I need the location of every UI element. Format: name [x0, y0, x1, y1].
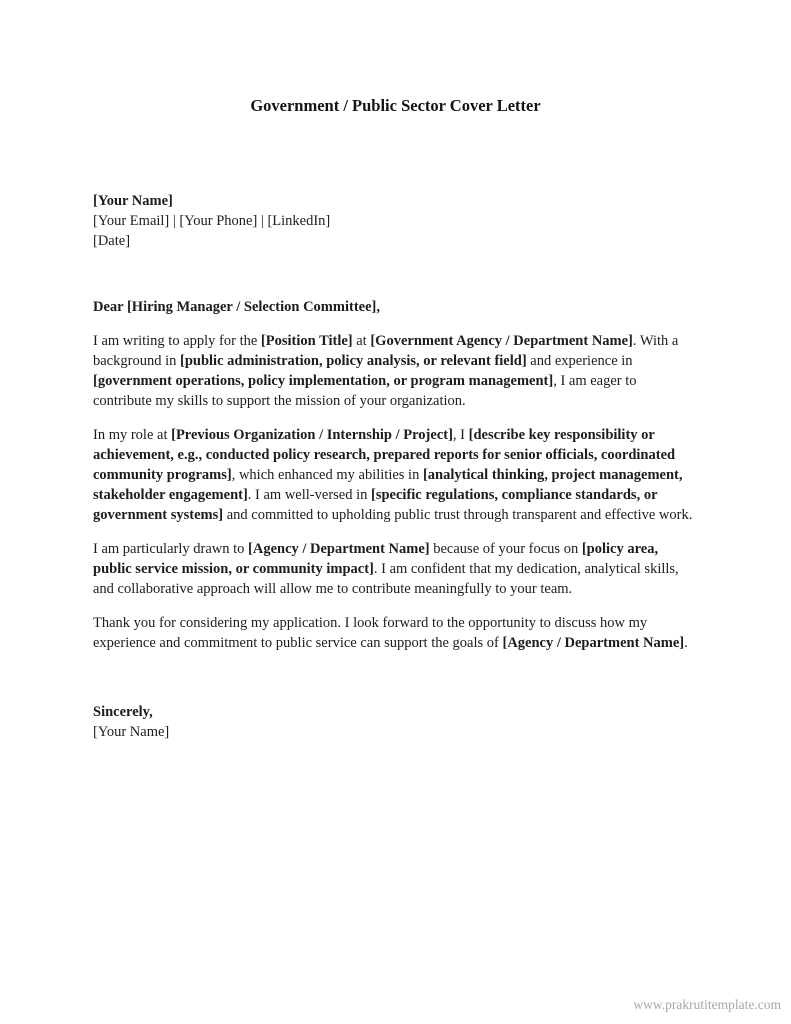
text-segment: Thank you for considering my application. I look forward to the opportunity to discuss how my experience and commitment to public service can support the goals of	[93, 615, 648, 651]
salutation: Dear [Hiring Manager / Selection Committee],	[93, 299, 380, 315]
placeholder-field: [Previous Organization / Internship / Project]	[171, 427, 453, 443]
closing-signature: [Your Name]	[93, 724, 170, 740]
contact-name: [Your Name]	[93, 193, 173, 209]
text-segment: .	[684, 635, 688, 651]
placeholder-field: [Agency / Department Name]	[502, 635, 685, 651]
text-segment: , I	[452, 427, 469, 443]
contact-block	[93, 191, 698, 251]
placeholder-field: [Agency / Department Name]	[248, 541, 430, 557]
text-segment: and experience in	[526, 353, 633, 369]
text-segment: , which enhanced my abilities in	[231, 467, 423, 483]
text-segment: and committed to upholding public trust through transparent and effective work.	[223, 507, 693, 523]
paragraph-introduction	[93, 331, 698, 411]
footer-website-url: www.prakrutitemplate.com	[633, 997, 781, 1012]
placeholder-field: [government operations, policy implementation, or program management]	[93, 373, 554, 389]
contact-date: [Date]	[93, 233, 131, 249]
closing-sincerely: Sincerely,	[93, 704, 153, 720]
text-segment: , I am eager to contribute my skills to support the mission of your organization.	[93, 373, 637, 409]
text-segment: at	[352, 333, 371, 349]
placeholder-field: [describe key responsibility or achievement, e.g., conducted policy research, prepared reports for senior officials, coordinated community programs]	[93, 427, 676, 483]
placeholder-field: [Government Agency / Department Name]	[370, 333, 633, 349]
text-segment: because of your focus on	[429, 541, 582, 557]
placeholder-field: [policy area, public service mission, or community impact]	[93, 541, 659, 577]
text-segment: . I am well-versed in	[247, 487, 372, 503]
text-segment: . I am confident that my dedication, analytical skills, and collaborative approach will allow me to contribute meaningfully to your team.	[93, 561, 679, 597]
paragraph-thanks	[93, 613, 698, 653]
placeholder-field: [Position Title]	[260, 333, 353, 349]
closing-block	[93, 702, 698, 742]
text-segment: In my role at	[93, 427, 172, 443]
page-title: Government / Public Sector Cover Letter	[250, 96, 541, 115]
contact-details: [Your Email] | [Your Phone] | [LinkedIn]	[93, 213, 331, 229]
paragraph-experience	[93, 425, 698, 525]
paragraph-motivation	[93, 539, 698, 599]
text-segment: I am particularly drawn to	[93, 541, 249, 557]
placeholder-field: [analytical thinking, project management, stakeholder engagement]	[93, 467, 683, 503]
placeholder-field: [public administration, policy analysis, or relevant field]	[179, 353, 527, 369]
placeholder-field: [specific regulations, compliance standards, or government systems]	[93, 487, 658, 523]
text-segment: I am writing to apply for the	[93, 333, 261, 349]
text-segment: . With a background in	[93, 333, 679, 369]
